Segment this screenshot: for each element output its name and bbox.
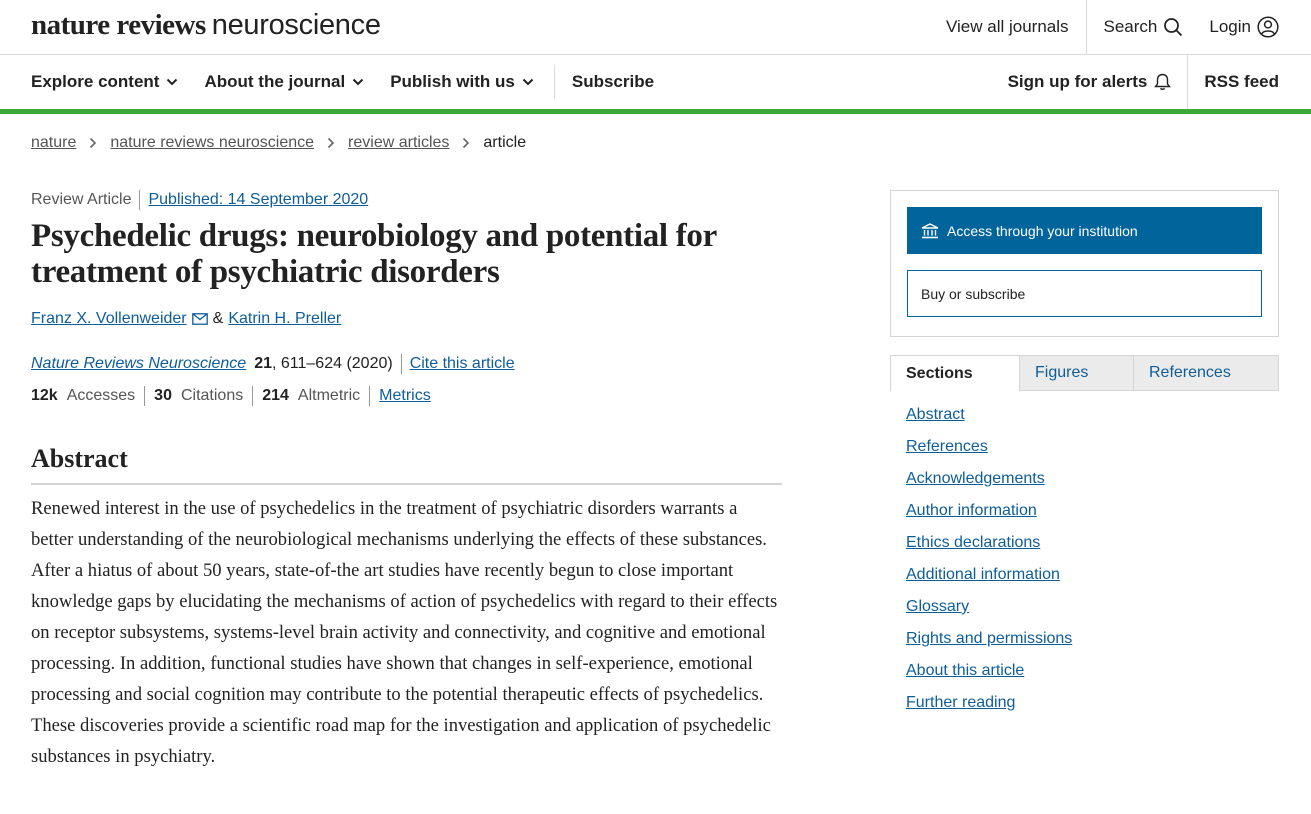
chevron-down-icon <box>522 78 534 86</box>
citations-count: 30 <box>154 387 172 404</box>
top-links <box>946 0 1279 54</box>
accesses-label: Accesses <box>66 387 136 404</box>
access-box <box>890 190 1279 337</box>
bell-icon <box>1154 73 1171 91</box>
section-link-acknowledgements[interactable]: Acknowledgements <box>906 470 1045 487</box>
section-link-about-article[interactable]: About this article <box>906 662 1025 679</box>
breadcrumb-current: article <box>483 134 527 151</box>
nav-explore-content[interactable] <box>31 72 178 92</box>
chevron-down-icon <box>352 78 364 86</box>
chevron-right-icon <box>462 137 470 149</box>
tab-figures[interactable]: Figures <box>1019 355 1134 391</box>
author-link[interactable]: Katrin H. Preller <box>228 310 342 327</box>
search-icon <box>1163 17 1183 37</box>
pages-year: , 611–624 (2020) <box>272 355 393 372</box>
list-item <box>906 661 1072 693</box>
list-item <box>906 693 1072 725</box>
published-date-link[interactable]: Published: 14 September 2020 <box>148 191 369 208</box>
author-link[interactable]: Franz X. Vollenweider <box>31 310 187 327</box>
list-item <box>906 533 1072 565</box>
divider <box>144 386 145 406</box>
access-institution-button[interactable] <box>907 207 1262 254</box>
chevron-down-icon <box>166 78 178 86</box>
nav-explore-label: Explore content <box>31 72 160 91</box>
nav-about-label: About the journal <box>204 72 346 91</box>
nav-publish-with-us[interactable] <box>390 72 534 92</box>
divider <box>1086 0 1087 54</box>
list-item <box>906 501 1072 533</box>
nav-subscribe[interactable]: Subscribe <box>571 72 655 91</box>
section-link-glossary[interactable]: Glossary <box>906 598 970 615</box>
sidebar-tabs <box>890 355 1279 391</box>
sections-list <box>906 405 1072 725</box>
login-label: Login <box>1209 17 1251 36</box>
sign-up-alerts-button[interactable] <box>1008 72 1172 92</box>
list-item <box>906 597 1072 629</box>
article-title: Psychedelic drugs: neurobiology and potential for treatment of psychiatric disorders <box>31 218 717 290</box>
nav-about-journal[interactable] <box>204 72 364 92</box>
citations-label: Citations <box>180 387 244 404</box>
author-separator: & <box>212 310 224 327</box>
section-link-author-information[interactable]: Author information <box>906 502 1037 519</box>
journal-name-link[interactable]: Nature Reviews Neuroscience <box>31 355 247 372</box>
breadcrumb-nature[interactable]: nature <box>31 134 77 151</box>
altmetric-label: Altmetric <box>297 387 361 404</box>
envelope-icon[interactable] <box>192 313 208 325</box>
chevron-right-icon <box>327 137 335 149</box>
cite-article-link[interactable]: Cite this article <box>409 355 515 372</box>
login-button[interactable] <box>1209 16 1279 38</box>
section-link-ethics[interactable]: Ethics declarations <box>906 534 1041 551</box>
breadcrumb-review-articles[interactable]: review articles <box>348 134 450 151</box>
search-button[interactable] <box>1104 17 1184 37</box>
main-nav <box>0 55 1311 109</box>
access-institution-label: Access through your institution <box>947 222 1138 239</box>
logo-brand: nature reviews <box>31 9 206 41</box>
divider <box>252 386 253 406</box>
altmetric-count: 214 <box>262 387 289 404</box>
metrics-link[interactable]: Metrics <box>379 387 431 404</box>
view-all-journals-link[interactable]: View all journals <box>945 17 1069 36</box>
section-link-further-reading[interactable]: Further reading <box>906 694 1016 711</box>
logo-journal: neuroscience <box>211 9 381 41</box>
volume: 21 <box>254 355 272 372</box>
section-link-additional-information[interactable]: Additional information <box>906 566 1060 583</box>
tab-references[interactable]: References <box>1133 355 1279 391</box>
rss-feed-link[interactable]: RSS feed <box>1204 72 1279 91</box>
citation-line <box>31 354 515 374</box>
abstract-text: Renewed interest in the use of psychedelics in the treatment of psychiatric disorders warrants a better understanding of the neurobiological mechanisms underlying the effects of these substances. After a hiatus of about 50 years, state-of-the art studies have recently begun to close important knowledge gaps by elucidating the mechanisms of action of psychedelics with regard to their effects on receptor subsystems, systems-level brain activity and connectivity, and cognitive and emotional processing. In addition, functional studies have shown that changes in self-experience, emotional processing and social cognition may contribute to the potential therapeutic effects of psychedelics. These discoveries provide a scientific road map for the investigation and application of psychedelic substances in psychiatry. <box>31 498 778 767</box>
article-type: Review Article <box>31 191 132 208</box>
list-item <box>906 629 1072 661</box>
divider <box>554 65 555 99</box>
section-link-references[interactable]: References <box>906 438 988 455</box>
alerts-label: Sign up for alerts <box>1007 72 1148 91</box>
buy-subscribe-button[interactable]: Buy or subscribe <box>907 270 1262 317</box>
article-meta <box>31 190 368 210</box>
list-item <box>906 565 1072 597</box>
search-label: Search <box>1103 17 1158 36</box>
list-item <box>906 469 1072 501</box>
divider <box>139 190 140 210</box>
divider <box>369 386 370 406</box>
user-icon <box>1257 16 1279 38</box>
institution-icon <box>921 223 939 239</box>
top-header <box>0 0 1311 55</box>
accesses-count: 12k <box>31 387 58 404</box>
breadcrumb <box>31 134 526 152</box>
breadcrumb-journal[interactable]: nature reviews neuroscience <box>110 134 315 151</box>
divider <box>401 354 402 374</box>
abstract-heading: Abstract <box>31 444 782 485</box>
list-item <box>906 437 1072 469</box>
list-item <box>906 405 1072 437</box>
nav-publish-label: Publish with us <box>390 72 515 91</box>
tab-sections[interactable]: Sections <box>890 355 1020 391</box>
site-logo[interactable] <box>31 9 381 41</box>
article-metrics <box>31 386 431 406</box>
section-link-rights[interactable]: Rights and permissions <box>906 630 1073 647</box>
section-link-abstract[interactable]: Abstract <box>906 406 965 423</box>
divider <box>1187 55 1188 109</box>
chevron-right-icon <box>89 137 97 149</box>
author-list <box>31 310 341 328</box>
